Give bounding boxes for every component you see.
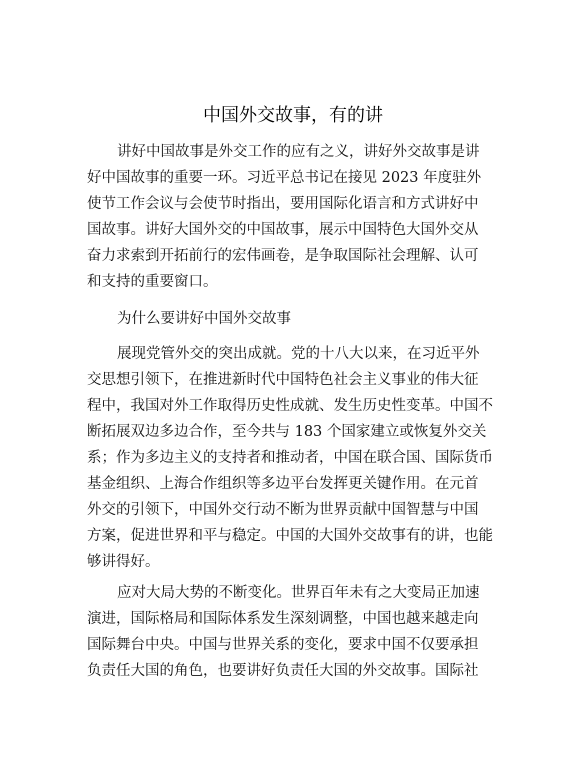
text-line: 系；作为多边主义的支持者和推动者，中国在联合国、国际货币 xyxy=(87,450,493,466)
text-line: 外交的引领下，中国外交行动不断为世界贡献中国智慧与中国 xyxy=(87,502,479,518)
text-line: 基金组织、上海合作组织等多边平台发挥更关键作用。在元首 xyxy=(87,476,479,492)
text-line: 讲好中国故事是外交工作的应有之义，讲好外交故事是讲 xyxy=(117,144,480,160)
text-line: 程中，我国对外工作取得历史性成就、发生历史性变革。中国不 xyxy=(87,398,493,414)
text-line: 展现党管外交的突出成就。党的十八大以来，在习近平外 xyxy=(117,346,480,362)
paragraph-trends xyxy=(87,580,500,684)
text-line: 演进，国际格局和国际体系发生深刻调整，中国也越来越走向 xyxy=(87,611,479,627)
text-line: 国际舞台中央。中国与世界关系的变化，要求中国不仅要承担 xyxy=(87,637,479,653)
paragraph-achievements xyxy=(87,341,500,575)
text-line: 好中国故事的重要一环。习近平总书记在接见 2023 年度驻外 xyxy=(87,170,482,186)
section-heading: 为什么要讲好中国外交故事 xyxy=(117,311,291,327)
text-line: 方案，促进世界和平与稳定。中国的大国外交故事有的讲，也能 xyxy=(87,528,493,544)
text-line: 交思想引领下，在推进新时代中国特色社会主义事业的伟大征 xyxy=(87,372,479,388)
text-line: 断拓展双边多边合作，至今共与 183 个国家建立或恢复外交关 xyxy=(87,424,487,440)
text-line: 够讲得好。 xyxy=(87,554,160,570)
text-line: 负责任大国的角色，也要讲好负责任大国的外交故事。国际社 xyxy=(87,663,479,679)
text-line: 国故事。讲好大国外交的中国故事，展示中国特色大国外交从 xyxy=(87,222,479,238)
text-line: 和支持的重要窗口。 xyxy=(87,274,218,290)
document-title: 中国外交故事，有的讲 xyxy=(203,105,383,126)
text-line: 使节工作会议与会使节时指出，要用国际化语言和方式讲好中 xyxy=(87,196,479,212)
text-line: 应对大局大势的不断变化。世界百年未有之大变局正加速 xyxy=(117,585,480,601)
text-line: 奋力求索到开拓前行的宏伟画卷，是争取国际社会理解、认可 xyxy=(87,248,479,264)
paragraph-intro xyxy=(87,139,500,295)
